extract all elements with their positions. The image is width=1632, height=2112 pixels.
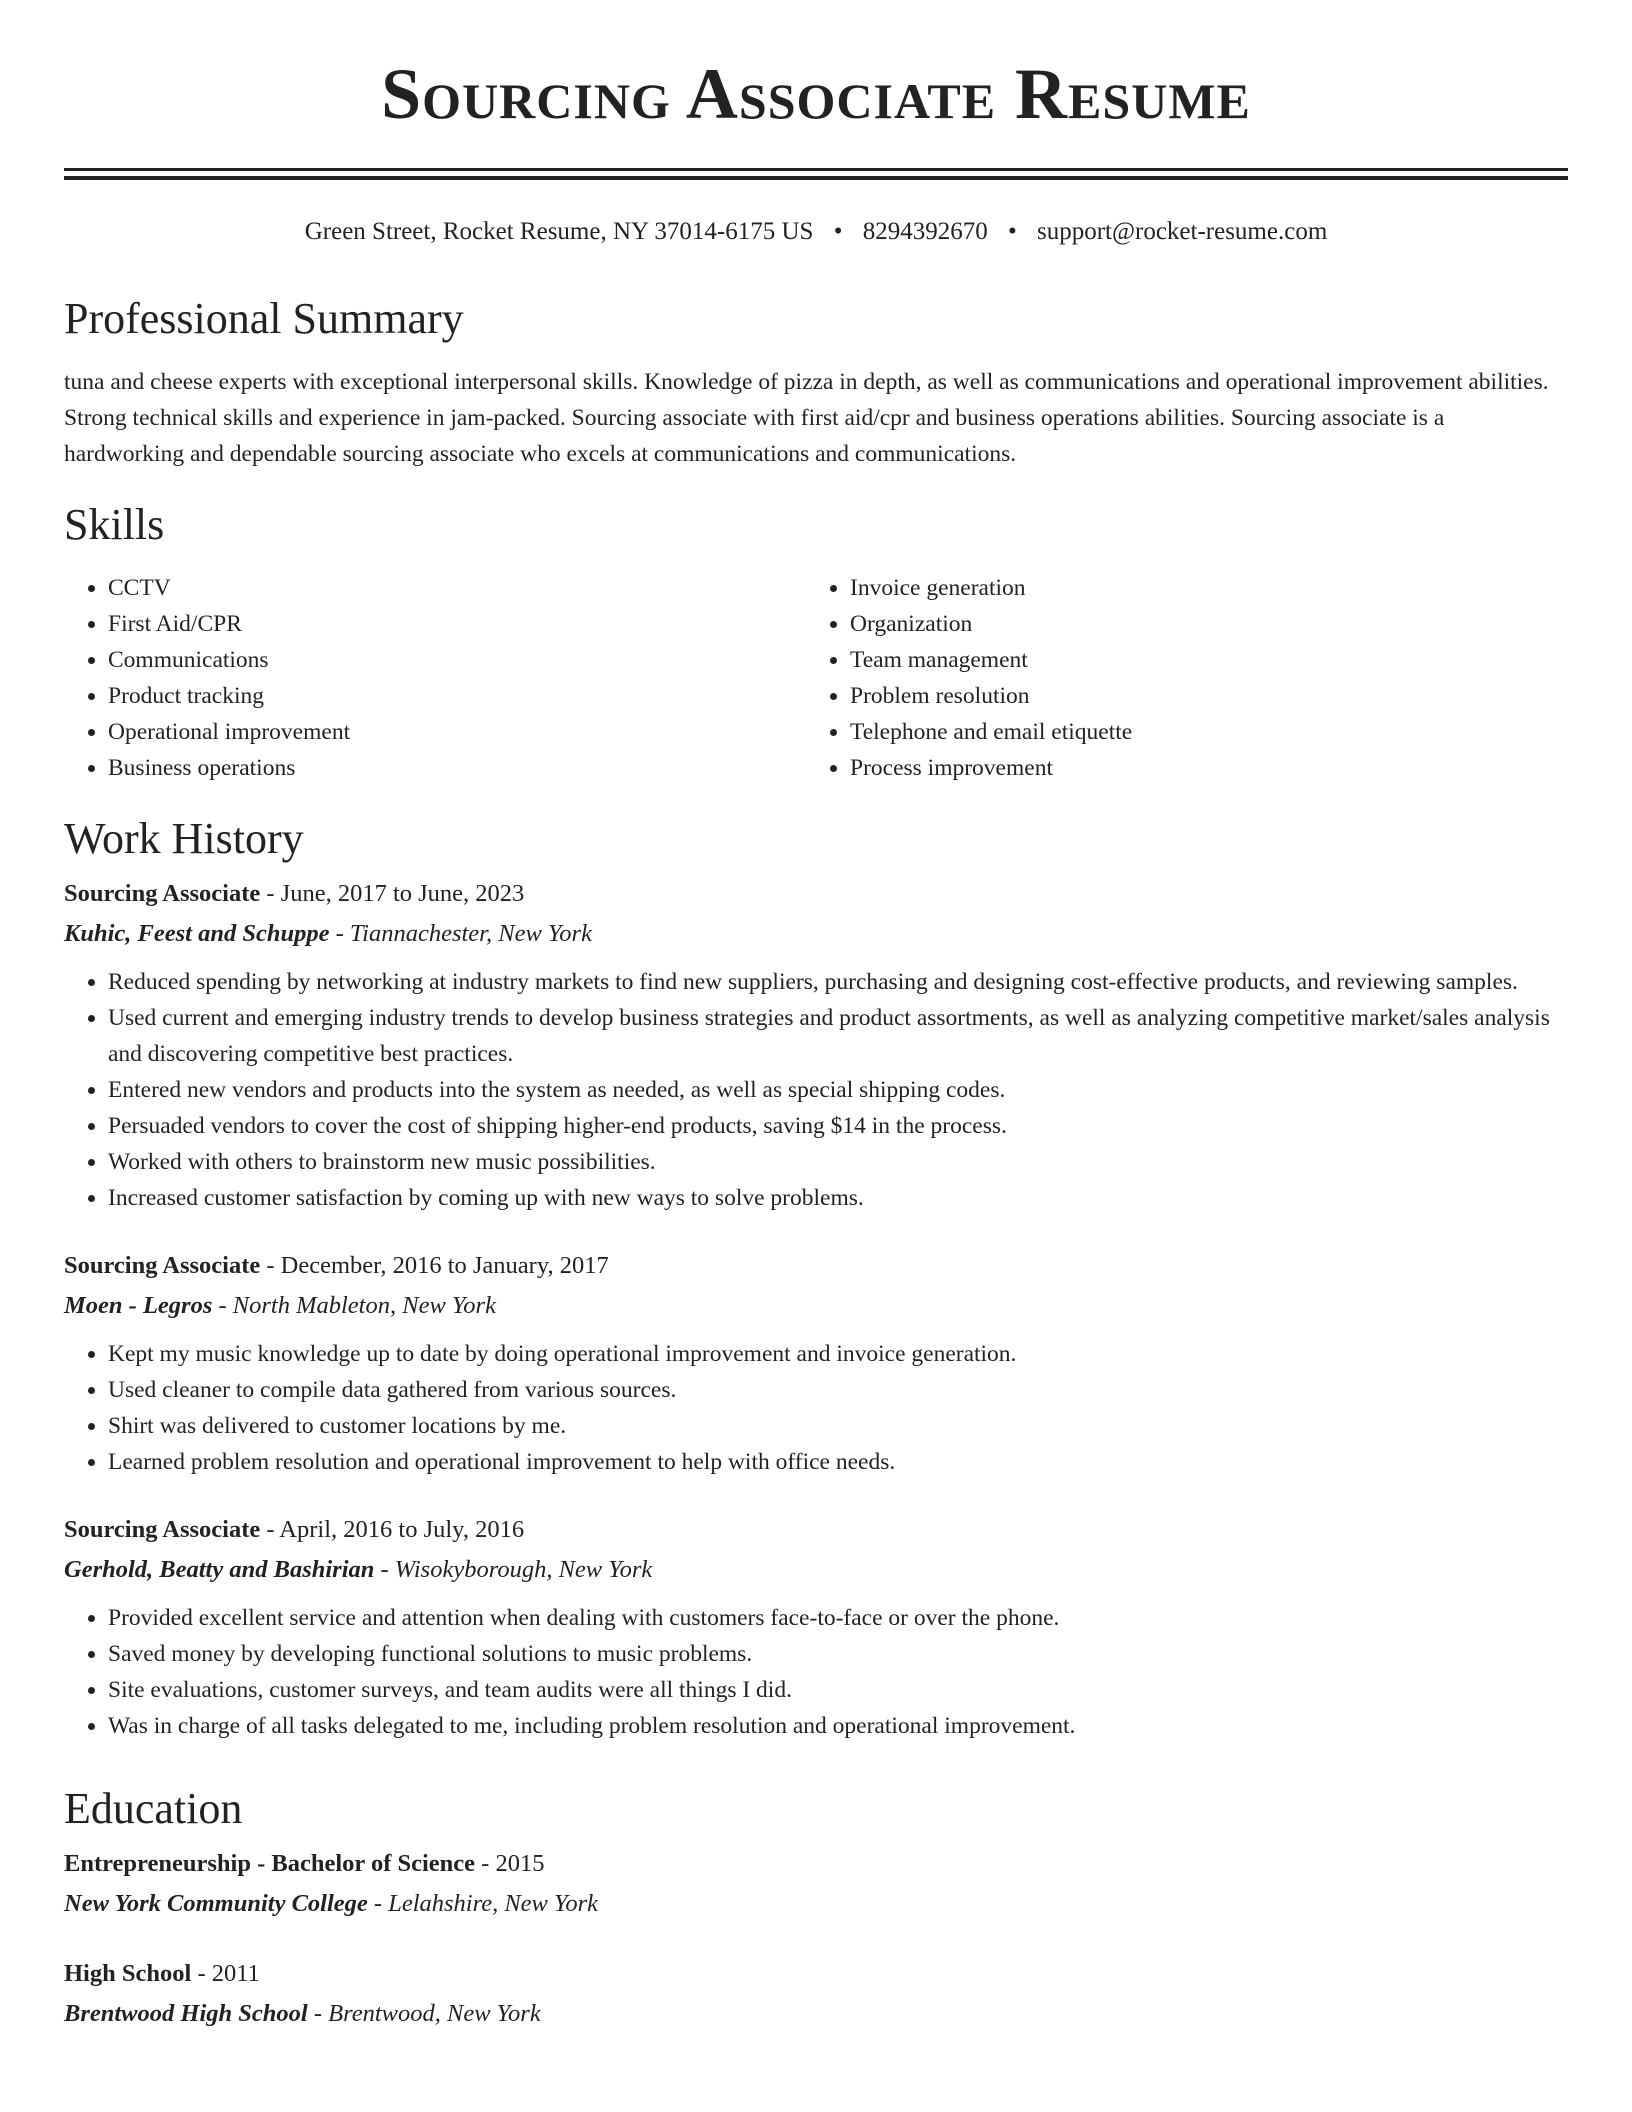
job-bullet: • Used current and emerging industry trends to develop business strategies and product assortments, as well as analyzing competitive market/sales analysis and discovering competitive best practices. xyxy=(108,1000,1568,1072)
job-employer: Kuhic, Feest and Schuppe xyxy=(64,920,330,947)
education-list xyxy=(64,1844,1568,2034)
skill-item: • Team management xyxy=(850,642,1548,678)
education-heading: Education xyxy=(64,1784,243,1833)
job-bullet: • Increased customer satisfaction by coming up with new ways to solve problems. xyxy=(108,1180,1568,1216)
job-bullets xyxy=(64,1600,1568,1744)
job-bullet: • Used cleaner to compile data gathered from various sources. xyxy=(108,1372,1568,1408)
contact-phone: 8294392670 xyxy=(862,218,988,245)
job-location: - Wisokyborough, New York xyxy=(374,1556,653,1583)
job-bullet: • Shirt was delivered to customer locations by me. xyxy=(108,1408,1568,1444)
job-location: - North Mableton, New York xyxy=(212,1292,496,1319)
job-employer-line xyxy=(64,1286,1568,1326)
skills-section xyxy=(64,490,1568,786)
contact-separator: • xyxy=(1007,218,1017,245)
resume-content xyxy=(64,284,1568,2064)
education-location: - Brentwood, New York xyxy=(307,2000,541,2027)
job-title: Sourcing Associate xyxy=(64,880,261,907)
education-degree: Entrepreneurship - Bachelor of Science xyxy=(64,1850,476,1877)
skill-item: • First Aid/CPR xyxy=(108,606,806,642)
education-location: - Lelahshire, New York xyxy=(367,1890,599,1917)
summary-section xyxy=(64,284,1568,472)
education-entry xyxy=(64,1844,1568,1924)
work-history-heading: Work History xyxy=(64,814,304,863)
job-bullet: • Kept my music knowledge up to date by doing operational improvement and invoice generation. xyxy=(108,1336,1568,1372)
education-degree-line xyxy=(64,1954,1568,1994)
education-entry xyxy=(64,1954,1568,2034)
job-employer: Moen - Legros xyxy=(64,1292,213,1319)
job-title: Sourcing Associate xyxy=(64,1252,261,1279)
education-school-line xyxy=(64,1884,1568,1924)
job-bullet: • Saved money by developing functional solutions to music problems. xyxy=(108,1636,1568,1672)
contact-email: support@rocket-resume.com xyxy=(1036,218,1328,245)
education-year: - 2011 xyxy=(191,1960,260,1987)
education-degree: High School xyxy=(64,1960,192,1987)
skills-columns xyxy=(64,570,1568,786)
resume-title: Sourcing Associate Resume xyxy=(381,54,1251,134)
contact-address: Green Street, Rocket Resume, NY 37014-6175 US xyxy=(304,218,814,245)
job-entry xyxy=(64,1246,1568,1480)
education-school-line xyxy=(64,1994,1568,2034)
job-bullet: • Provided excellent service and attention when dealing with customers face-to-face or over the phone. xyxy=(108,1600,1568,1636)
title-rule-bottom xyxy=(64,176,1568,180)
skills-heading: Skills xyxy=(64,500,165,549)
job-list xyxy=(64,874,1568,1744)
skill-item: • Product tracking xyxy=(108,678,806,714)
job-bullet: • Site evaluations, customer surveys, and team audits were all things I did. xyxy=(108,1672,1568,1708)
contact-separator: • xyxy=(833,218,843,245)
education-section xyxy=(64,1774,1568,2034)
job-bullet: • Reduced spending by networking at industry markets to find new suppliers, purchasing and designing cost-effective products, and reviewing samples. xyxy=(108,964,1568,1000)
skill-item: • Telephone and email etiquette xyxy=(850,714,1548,750)
skill-item: • Communications xyxy=(108,642,806,678)
job-title-line xyxy=(64,874,1568,914)
skills-list-left xyxy=(64,570,806,786)
skill-item: • Process improvement xyxy=(850,750,1548,786)
job-employer-line xyxy=(64,1550,1568,1590)
contact-line xyxy=(0,214,1632,250)
education-school: New York Community College xyxy=(64,1890,368,1917)
job-dates: - June, 2017 to June, 2023 xyxy=(260,880,525,907)
skills-list-right xyxy=(806,570,1548,786)
education-degree-line xyxy=(64,1844,1568,1884)
job-bullets xyxy=(64,1336,1568,1480)
education-year: - 2015 xyxy=(475,1850,545,1877)
job-bullet: • Was in charge of all tasks delegated to me, including problem resolution and operational improvement. xyxy=(108,1708,1568,1744)
work-history-section xyxy=(64,804,1568,1744)
job-bullet: • Persuaded vendors to cover the cost of shipping higher-end products, saving $14 in the process. xyxy=(108,1108,1568,1144)
job-employer: Gerhold, Beatty and Bashirian xyxy=(64,1556,375,1583)
job-bullet: • Learned problem resolution and operational improvement to help with office needs. xyxy=(108,1444,1568,1480)
education-school: Brentwood High School xyxy=(64,2000,308,2027)
skill-item: • Organization xyxy=(850,606,1548,642)
job-dates: - December, 2016 to January, 2017 xyxy=(260,1252,609,1279)
job-bullet: • Worked with others to brainstorm new music possibilities. xyxy=(108,1144,1568,1180)
job-title: Sourcing Associate xyxy=(64,1516,261,1543)
summary-text: tuna and cheese experts with exceptional interpersonal skills. Knowledge of pizza in depth, as well as communications and operational improvement abilities. Strong technical skills and experience in jam-packed. Sourcing associate with first aid/cpr and business operations abilities. Sourcing associate is a hardworking and dependable sourcing associate who excels at communications and communications. xyxy=(64,369,1549,467)
skill-item: • Operational improvement xyxy=(108,714,806,750)
skill-item: • CCTV xyxy=(108,570,806,606)
job-bullet: • Entered new vendors and products into the system as needed, as well as special shipping codes. xyxy=(108,1072,1568,1108)
summary-heading: Professional Summary xyxy=(64,294,464,343)
job-title-line xyxy=(64,1246,1568,1286)
job-employer-line xyxy=(64,914,1568,954)
job-bullets xyxy=(64,964,1568,1216)
skill-item: • Problem resolution xyxy=(850,678,1548,714)
skill-item: • Business operations xyxy=(108,750,806,786)
job-dates: - April, 2016 to July, 2016 xyxy=(260,1516,525,1543)
job-title-line xyxy=(64,1510,1568,1550)
job-entry xyxy=(64,874,1568,1216)
title-rule-top xyxy=(64,168,1568,171)
job-location: - Tiannachester, New York xyxy=(329,920,592,947)
job-entry xyxy=(64,1510,1568,1744)
skill-item: • Invoice generation xyxy=(850,570,1548,606)
